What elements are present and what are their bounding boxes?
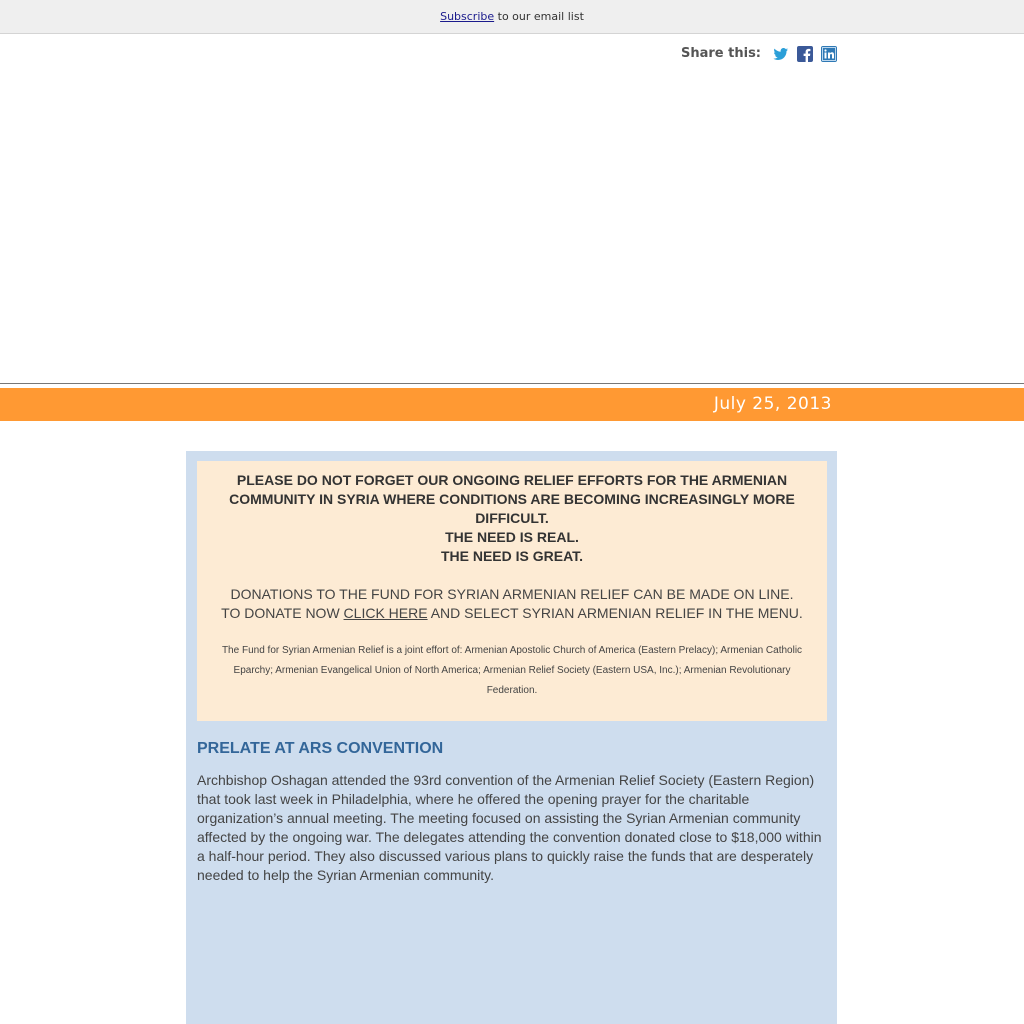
article-body: Archbishop Oshagan attended the 93rd convention of the Armenian Relief Society (Eastern Region) that took last week in Philadelphia, where he offered the opening prayer for the charitable organization’s annual meeting. The meeting focused on assisting the Syrian Armenian community affected by the ongoing war. The delegates attending the convention donated close to $18,000 within a half-hour period. They also discussed various plans to quickly raise the funds that are desperately needed to help the Syrian Armenian community.	[197, 772, 822, 883]
linkedin-icon[interactable]	[821, 46, 837, 62]
relief-notice	[197, 461, 827, 721]
donation-instruction	[197, 604, 827, 623]
donation-info	[197, 585, 827, 623]
relief-appeal-line: PLEASE DO NOT FORGET OUR ONGOING RELIEF EFFORTS FOR THE ARMENIAN COMMUNITY IN SYRIA WHERE CONDITIONS ARE BECOMING INCREASINGLY MORE DIFFICULT.	[229, 472, 795, 526]
donate-click-here-link[interactable]: CLICK HERE	[343, 605, 428, 621]
article-title: PRELATE AT ARS CONVENTION	[197, 740, 444, 757]
content-panel	[186, 451, 837, 1024]
share-label: Share this:	[681, 46, 762, 61]
header-divider	[0, 383, 1024, 384]
relief-appeal-line: THE NEED IS GREAT.	[440, 548, 584, 564]
fund-footnote: The Fund for Syrian Armenian Relief is a joint effort of: Armenian Apostolic Church of America (Eastern Prelacy); Armenian Catholic Eparchy; Armenian Evangelical Union of North America; Armenian Relief Society (Eastern USA, Inc.); Armenian Revolutionary Federation.	[221, 645, 803, 696]
donation-prefix: TO DONATE NOW	[221, 605, 344, 621]
twitter-icon[interactable]	[773, 46, 789, 62]
subscribe-bar	[0, 0, 1024, 34]
subscribe-link[interactable]: Subscribe	[440, 10, 495, 23]
date-banner	[0, 388, 1024, 421]
facebook-icon[interactable]	[797, 46, 813, 62]
relief-appeal	[217, 471, 807, 566]
donation-line: DONATIONS TO THE FUND FOR SYRIAN ARMENIAN RELIEF CAN BE MADE ON LINE.	[230, 586, 794, 602]
relief-appeal-line: THE NEED IS REAL.	[445, 529, 579, 545]
share-bar	[681, 44, 845, 64]
subscribe-suffix: to our email list	[494, 10, 584, 23]
issue-date: July 25, 2013	[713, 394, 832, 414]
donation-suffix: AND SELECT SYRIAN ARMENIAN RELIEF IN THE MENU.	[427, 605, 803, 621]
